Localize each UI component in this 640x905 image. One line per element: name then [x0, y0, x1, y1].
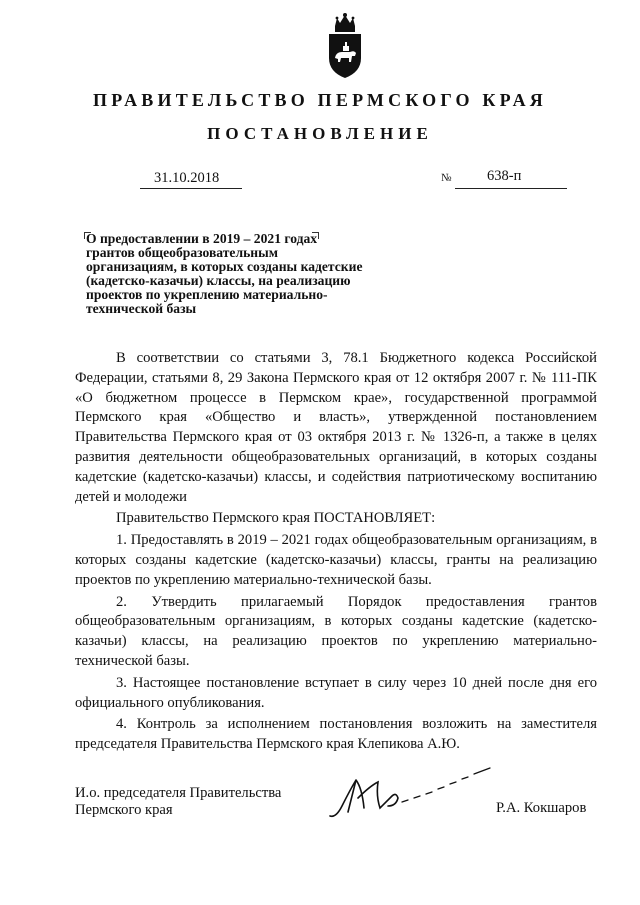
subject-line: (кадетско-казачьи) классы, на реализацию: [86, 273, 351, 288]
government-title: ПРАВИТЕЛЬСТВО ПЕРМСКОГО КРАЯ: [93, 90, 547, 110]
resolution-paragraph: Правительство Пермского края ПОСТАНОВЛЯЕТ:: [116, 510, 436, 527]
coat-of-arms-icon: [326, 12, 364, 80]
handwritten-signature: [322, 762, 502, 822]
item-2-paragraph: 2. Утвердить прилагаемый Порядок предоставления грантов общеобразовательным организациям, в которых созданы кадетские (кадетско-казачьи) классы, на реализацию проектов по укреплению материально-технической базы.: [75, 593, 597, 669]
item-3-paragraph: 3. Настоящее постановление вступает в силу через 10 дней после дня его официального опубликования.: [75, 674, 597, 711]
subject-line: технической базы: [86, 301, 197, 316]
position-line: Пермского края: [75, 801, 173, 818]
position-line: И.о. председателя Правительства: [75, 785, 282, 801]
subject-line: О предоставлении в 2019 – 2021 годах: [86, 231, 318, 246]
document-number: 638-п: [487, 168, 522, 184]
item-4-paragraph: 4. Контроль за исполнением постановления возложить на заместителя председателя Правительства Пермского края Клепикова А.Ю.: [75, 716, 597, 753]
document-body: [75, 349, 597, 755]
signatory-position: [75, 785, 335, 818]
document-date: 31.10.2018: [154, 170, 220, 186]
subject-line: проектов по укреплению материально-: [86, 287, 328, 302]
document-type: ПОСТАНОВЛЕНИЕ: [207, 124, 433, 143]
subject-line: организациям, в которых созданы кадетские: [86, 259, 363, 274]
item-1-paragraph: 1. Предоставлять в 2019 – 2021 годах общеобразовательным организациям, в которых созданы кадетские (кадетско-казачьи) классы, гранты на реализацию проектов по укреплению материально-технической базы.: [75, 532, 597, 588]
preamble-paragraph: В соответствии со статьями 3, 78.1 Бюджетного кодекса Российской Федерации, статьями 8, 29 Закона Пермского края от 12 октября 2007 г. № 111-ПК «О бюджетном процессе в Пермском крае», государственной программой Пермского края «Общество и власть», утвержденной постановлением Правительства Пермского края от 03 октября 2013 г. № 1326-п, а также в целях развития деятельности общеобразовательных организаций, в которых созданы кадетские (кадетско-казачьи) классы, и содействия патриотическому воспитанию детей и молодежи: [75, 350, 597, 505]
document-subject: [86, 232, 416, 316]
subject-line: грантов общеобразовательным: [86, 245, 278, 260]
number-sign: №: [441, 172, 452, 184]
signatory-name: Р.А. Кокшаров: [496, 800, 587, 816]
